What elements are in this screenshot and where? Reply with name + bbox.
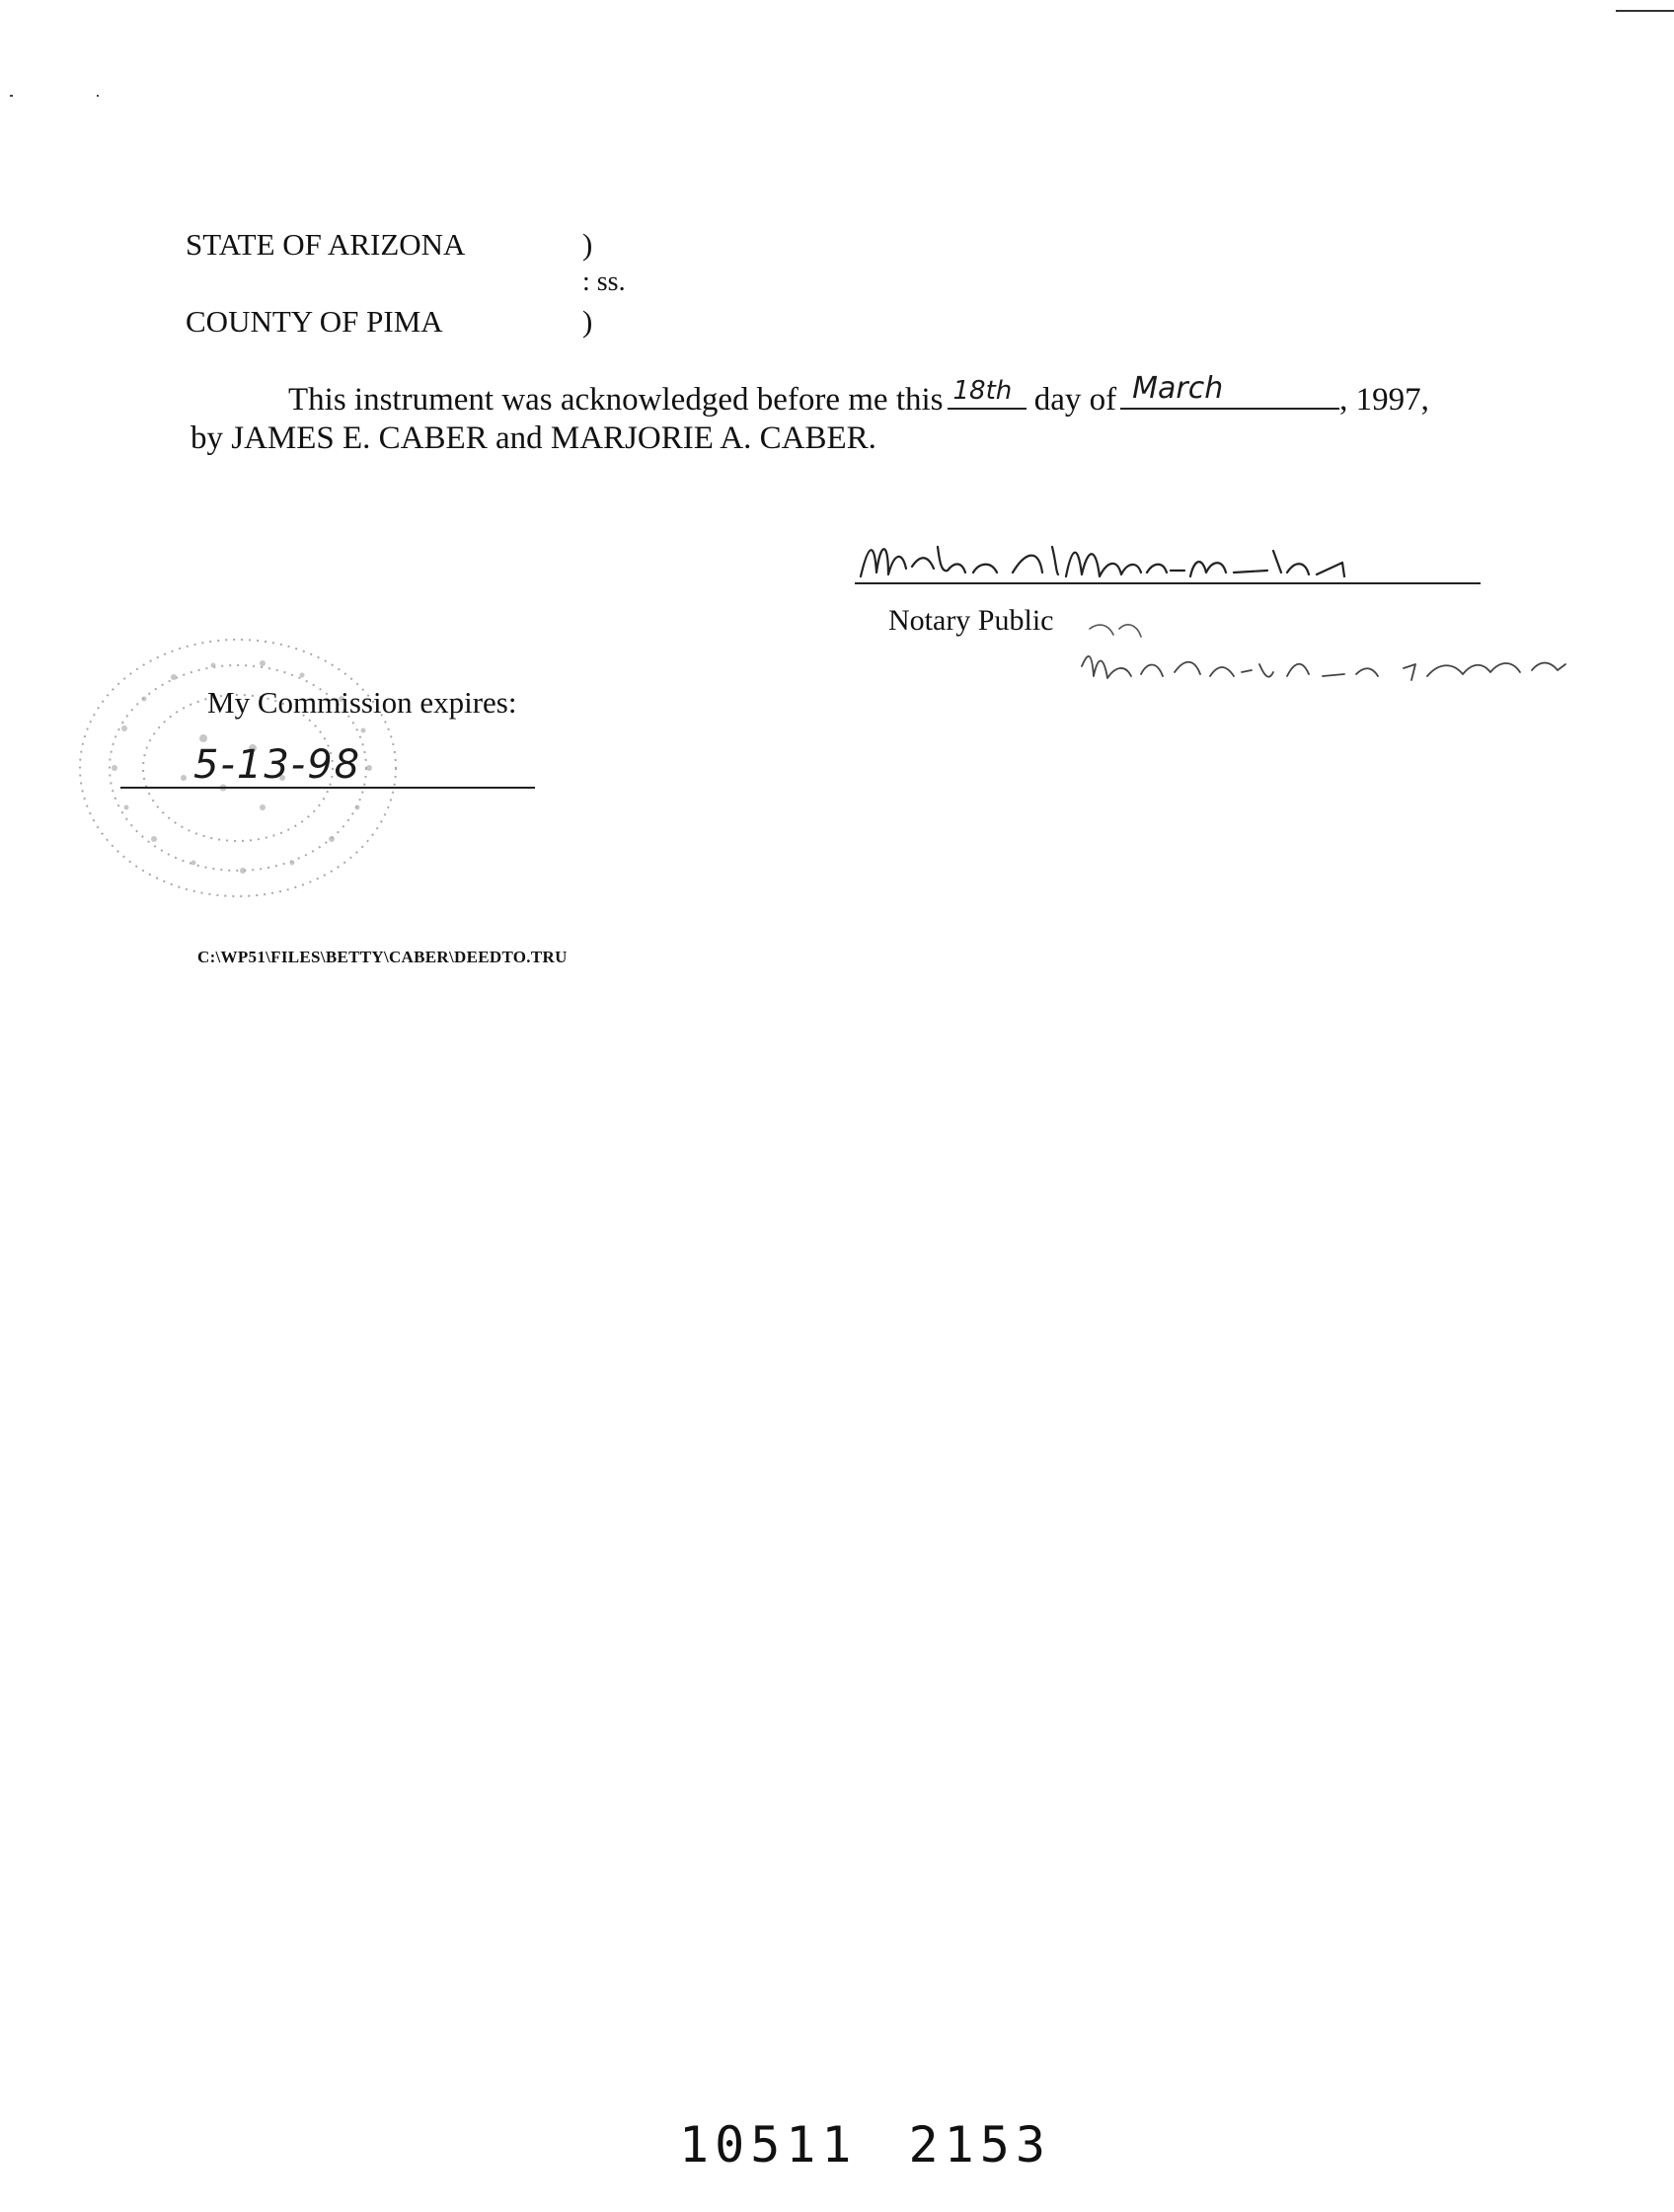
secondary-signature — [1076, 607, 1629, 706]
month-handwritten: March — [1132, 371, 1224, 406]
scan-speck — [10, 95, 13, 97]
day-handwritten: 18th — [952, 376, 1013, 406]
notary-signature-line — [855, 582, 1481, 584]
commission-date-line — [120, 787, 535, 789]
recording-book-number: 10511 — [679, 2116, 858, 2174]
commission-expiry-date: 5-13-98 — [193, 742, 362, 788]
file-path: C:\WP51\FILES\BETTY\CABER\DEEDTO.TRU — [197, 948, 568, 966]
venue-state: STATE OF ARIZONA — [186, 227, 466, 262]
venue-paren-bottom: ) — [582, 304, 593, 339]
recording-number — [679, 2116, 1103, 2174]
month-blank — [1120, 371, 1339, 410]
ack-day-label: day of — [1033, 382, 1117, 418]
ack-lead-text: This instrument was acknowledged before me this — [288, 382, 944, 418]
commission-expires-label: My Commission expires: — [207, 685, 517, 720]
ack-year: , 1997, — [1339, 382, 1429, 418]
venue-paren-top: ) — [582, 227, 593, 262]
acknowledgment-by-line: by JAMES E. CABER and MARJORIE A. CABER. — [190, 420, 876, 456]
scan-speck — [97, 95, 99, 97]
notary-public-label: Notary Public — [888, 604, 1054, 637]
top-edge-rule — [1616, 10, 1674, 12]
acknowledgment-line — [288, 371, 1429, 419]
recording-page-number: 2153 — [908, 2116, 1051, 2174]
day-blank — [948, 378, 1027, 410]
venue-county: COUNTY OF PIMA — [186, 304, 443, 339]
venue-ss: : ss. — [582, 267, 626, 297]
